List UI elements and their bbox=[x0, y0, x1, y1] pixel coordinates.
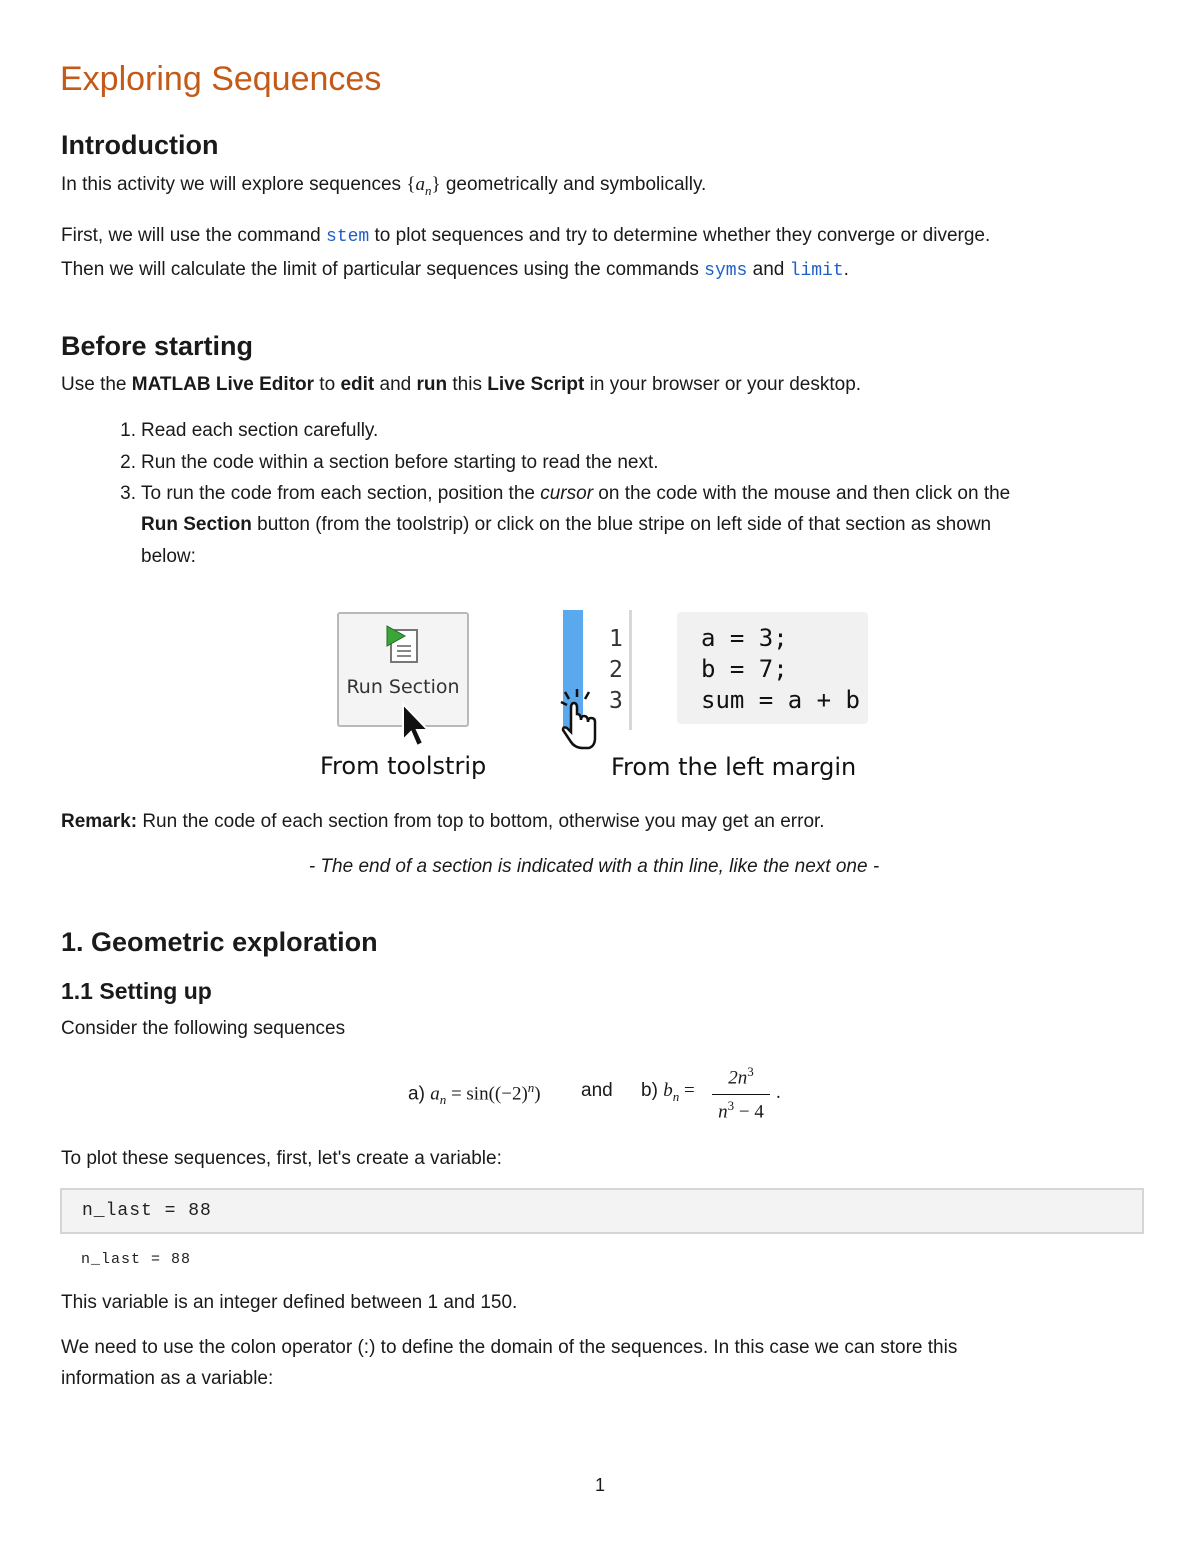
heading-before-starting: Before starting bbox=[61, 331, 254, 361]
code-output: n_last = 88 bbox=[81, 1251, 192, 1268]
code-stem: stem bbox=[326, 227, 370, 247]
caption-from-left-margin: From the left margin bbox=[611, 753, 857, 781]
fraction-bar bbox=[712, 1094, 770, 1095]
code-syms: syms bbox=[704, 261, 748, 281]
equation-b-lhs: b) $b_n$ = bbox=[641, 1080, 695, 1104]
code-line: n_last = 88 bbox=[82, 1201, 212, 1221]
code-limit: limit bbox=[789, 261, 844, 281]
code-block[interactable] bbox=[60, 1188, 1144, 1234]
line-number: 1 bbox=[609, 626, 623, 652]
variable-paragraph: This variable is an integer defined between 1 and 150. bbox=[61, 1292, 518, 1313]
section-end-note: - The end of a section is indicated with a thin line, like the next one - bbox=[308, 856, 880, 877]
plot-paragraph: To plot these sequences, first, let's create a variable: bbox=[61, 1148, 502, 1169]
instructions-list: 1. Read each section carefully. 2. Run the code within a section before starting to read the next. 3. To run the code from each section, position the cursor on the code with the mouse and then click on the Run Section button (from the toolstrip) or click on the blue stripe on left side of that section as shown below: bbox=[120, 420, 1011, 567]
intro-paragraph-3: Then we will calculate the limit of particular sequences using the commands syms and limit. bbox=[61, 259, 849, 281]
hand-cursor-icon bbox=[555, 688, 601, 750]
gutter-divider bbox=[629, 610, 632, 730]
remark-paragraph: Remark: Run the code of each section from top to bottom, otherwise you may get an error. bbox=[61, 811, 825, 832]
code-line: a = 3; bbox=[701, 624, 788, 652]
page-number: 1 bbox=[594, 1475, 605, 1495]
caption-from-toolstrip: From toolstrip bbox=[320, 752, 487, 780]
equation-and: and bbox=[581, 1080, 613, 1101]
colon-paragraph-line-2: information as a variable: bbox=[61, 1368, 274, 1389]
heading-geometric-exploration: 1. Geometric exploration bbox=[61, 927, 378, 957]
line-number: 3 bbox=[609, 688, 623, 714]
before-paragraph: Use the MATLAB Live Editor to edit and run this Live Script in your browser or your desktop. bbox=[61, 374, 862, 395]
code-line: b = 7; bbox=[701, 655, 788, 683]
consider-paragraph: Consider the following sequences bbox=[61, 1018, 346, 1039]
intro-paragraph-1: In this activity we will explore sequences $\{a_n\}$ geometrically and symbolically. bbox=[61, 174, 707, 198]
heading-introduction: Introduction bbox=[61, 130, 219, 160]
equation-b-denominator: $n^3 - 4$ bbox=[718, 1098, 764, 1123]
mouse-pointer-icon bbox=[398, 702, 432, 750]
equation-a: a) $a_n = \sin((-2)^n)$ bbox=[408, 1080, 541, 1108]
page-title: Exploring Sequences bbox=[60, 60, 382, 98]
code-panel bbox=[677, 612, 868, 724]
code-line: sum = a + b bbox=[701, 686, 860, 714]
heading-setting-up: 1.1 Setting up bbox=[61, 978, 212, 1004]
run-section-label: Run Section bbox=[346, 676, 460, 698]
run-section-icon bbox=[383, 624, 423, 666]
colon-paragraph-line-1: We need to use the colon operator (:) to define the domain of the sequences. In this case we can store this bbox=[61, 1337, 958, 1358]
intro-paragraph-2: First, we will use the command stem to plot sequences and try to determine whether they converge or diverge. bbox=[61, 225, 991, 247]
line-number: 2 bbox=[609, 657, 623, 683]
equation-b-numerator: $2n^3$ bbox=[728, 1064, 754, 1089]
equation-period: . bbox=[776, 1082, 781, 1103]
